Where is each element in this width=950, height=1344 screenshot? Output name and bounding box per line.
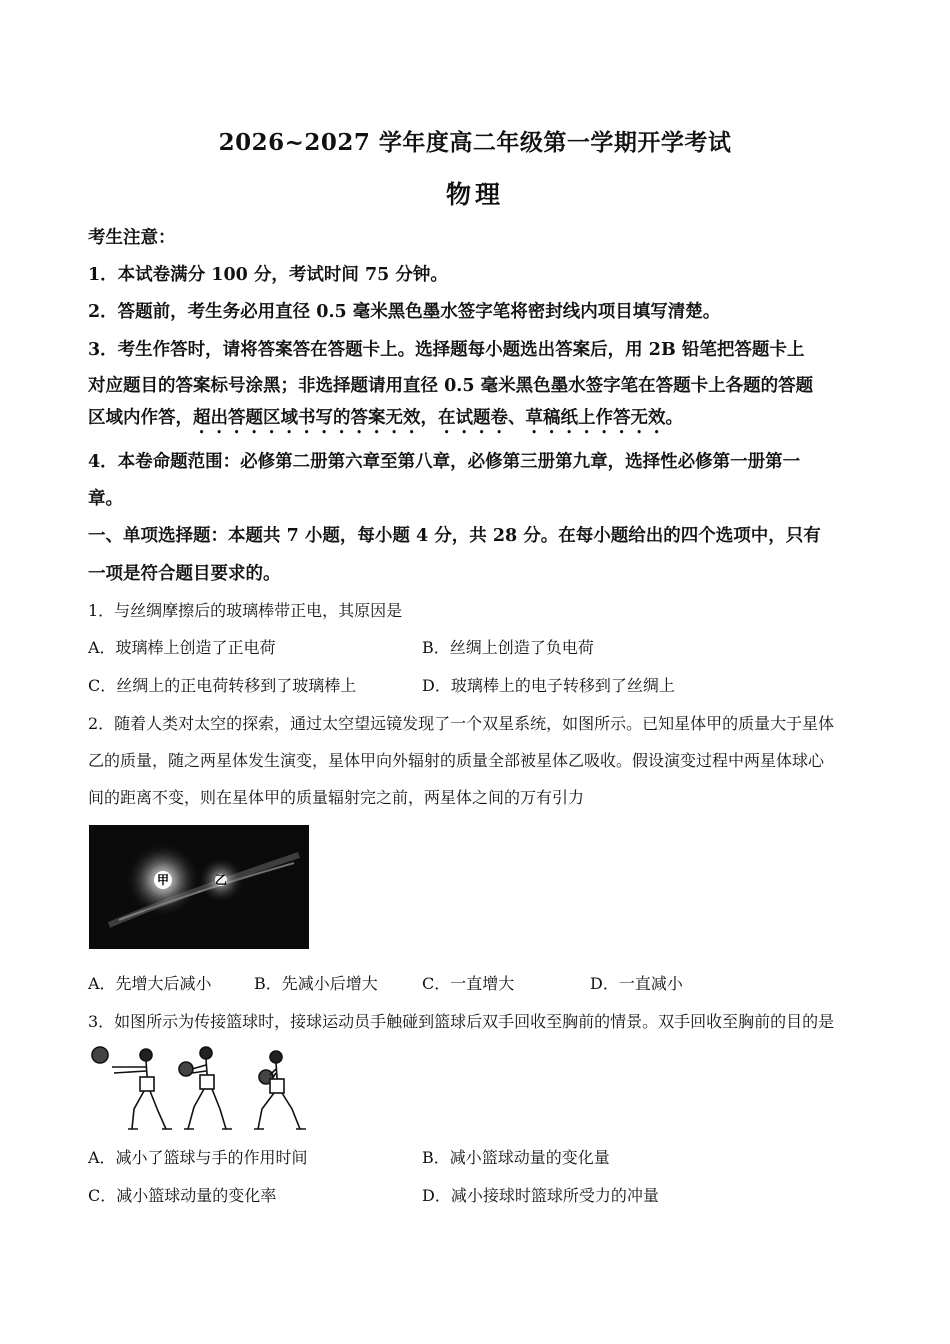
- q1-stem: 1．与丝绸摩擦后的玻璃棒带正电，其原因是: [88, 601, 403, 620]
- notice-text: 区域内作答，: [88, 408, 193, 428]
- basketball-players-illustration: [88, 1043, 318, 1135]
- q3-stem: 3．如图所示为传接篮球时，接球运动员手触碰到篮球后双手回收至胸前的情景。双手回收至胸前的目的是: [88, 1012, 835, 1031]
- q1-option-d: D．玻璃棒上的电子转移到了丝绸上: [422, 676, 675, 695]
- notice-item-3-cont: 对应题目的答案标号涂黑；非选择题请用直径 0.5 毫米黑色墨水签字笔在答题卡上各题的答题: [88, 376, 814, 396]
- q2-stem-line2: 乙的质量，随之两星体发生演变，星体甲向外辐射的质量全部被星体乙吸收。假设演变过程中两星体球心: [88, 751, 825, 770]
- binary-star-illustration: [89, 825, 309, 949]
- q2-option-c: C．一直增大: [422, 974, 515, 993]
- subject-title: 物理: [445, 180, 504, 209]
- notice-item-4-cont: 章。: [88, 489, 123, 509]
- q3-option-a: A．减小了篮球与手的作用时间: [88, 1148, 308, 1167]
- q1-option-c: C．丝绸上的正电荷转移到了玻璃棒上: [88, 676, 357, 695]
- notice-text: 。: [665, 408, 683, 428]
- q3-option-c: C．减小篮球动量的变化率: [88, 1186, 277, 1205]
- notice-item-3-end: [88, 404, 683, 438]
- notice-item-4: 4．本卷命题范围：必修第二册第六章至第八章，必修第三册第九章，选择性必修第一册第一: [88, 452, 801, 472]
- notice-emphasis-2: 在试题卷、草稿纸上作答无效: [438, 408, 666, 428]
- exam-title: 2026~2027 学年度高二年级第一学期开学考试: [218, 129, 732, 156]
- notice-text: ，: [420, 408, 438, 428]
- q2-option-d: D．一直减小: [590, 974, 683, 993]
- notice-item-1: 1．本试卷满分 100 分，考试时间 75 分钟。: [88, 265, 448, 285]
- notice-emphasis-1: 超出答题区域书写的答案无效: [193, 408, 421, 428]
- q3-option-b: B．减小篮球动量的变化量: [422, 1148, 610, 1167]
- binary-star-figure: [89, 825, 309, 949]
- q3-option-d: D．减小接球时篮球所受力的冲量: [422, 1186, 659, 1205]
- notice-item-3: 3．考生作答时，请将答案答在答题卡上。选择题每小题选出答案后，用 2B 铅笔把答题卡上: [88, 340, 805, 360]
- q1-option-b: B．丝绸上创造了负电荷: [422, 638, 594, 657]
- basketball-catch-figure: [88, 1043, 318, 1135]
- section-heading: 一、单项选择题：本题共 7 小题，每小题 4 分，共 28 分。在每小题给出的四个选项中，只有: [88, 526, 821, 546]
- star-a-label: 甲: [157, 873, 170, 887]
- q2-stem-line3: 间的距离不变，则在星体甲的质量辐射完之前，两星体之间的万有引力: [88, 788, 585, 807]
- star-b-label: 乙: [215, 873, 228, 887]
- q2-option-b: B．先减小后增大: [254, 974, 378, 993]
- notice-item-2: 2．答题前，考生务必用直径 0.5 毫米黑色墨水签字笔将密封线内项目填写清楚。: [88, 302, 721, 322]
- q2-stem-line1: 2．随着人类对太空的探索，通过太空望远镜发现了一个双星系统，如图所示。已知星体甲的质量大于星体: [88, 714, 835, 733]
- q2-option-a: A．先增大后减小: [88, 974, 212, 993]
- q1-option-a: A．玻璃棒上创造了正电荷: [88, 638, 276, 657]
- section-heading-cont: 一项是符合题目要求的。: [88, 564, 281, 584]
- notice-heading: 考生注意：: [88, 228, 176, 248]
